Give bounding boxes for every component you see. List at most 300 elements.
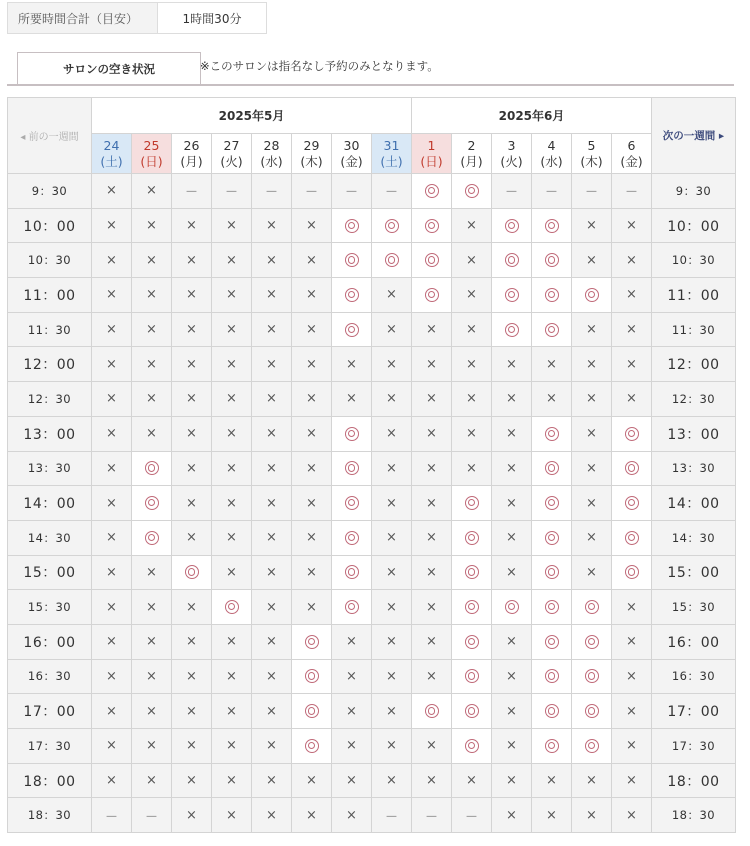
double-circle-icon bbox=[585, 739, 599, 753]
slot-available[interactable] bbox=[612, 451, 652, 486]
slot-available[interactable] bbox=[532, 312, 572, 347]
slot-unavailable: × bbox=[452, 451, 492, 486]
slot-unavailable: × bbox=[452, 208, 492, 243]
slot-available[interactable] bbox=[332, 312, 372, 347]
double-circle-icon bbox=[385, 219, 399, 233]
double-circle-icon bbox=[425, 253, 439, 267]
time-slot-row bbox=[8, 312, 736, 347]
double-circle-icon bbox=[545, 600, 559, 614]
time-slot-row bbox=[8, 659, 736, 694]
double-circle-icon bbox=[345, 288, 359, 302]
day-number: 30 bbox=[343, 137, 360, 153]
day-header bbox=[532, 134, 572, 174]
slot-unavailable: × bbox=[492, 624, 532, 659]
slot-available[interactable] bbox=[412, 243, 452, 278]
slot-closed: － bbox=[492, 174, 532, 209]
slot-unavailable: × bbox=[412, 520, 452, 555]
slot-unavailable: × bbox=[172, 520, 212, 555]
double-circle-icon bbox=[545, 219, 559, 233]
slot-unavailable: × bbox=[212, 624, 252, 659]
slot-available[interactable] bbox=[532, 624, 572, 659]
slot-unavailable: × bbox=[172, 243, 212, 278]
slot-unavailable: × bbox=[292, 798, 332, 833]
slot-unavailable: × bbox=[292, 312, 332, 347]
time-label-right: 13：00 bbox=[652, 416, 736, 451]
slot-unavailable: × bbox=[252, 208, 292, 243]
slot-unavailable: × bbox=[92, 763, 132, 798]
slot-unavailable: × bbox=[252, 416, 292, 451]
slot-available[interactable] bbox=[612, 486, 652, 521]
time-slot-row bbox=[8, 486, 736, 521]
time-slot-row bbox=[8, 555, 736, 590]
slot-unavailable: × bbox=[132, 312, 172, 347]
slot-unavailable: × bbox=[252, 555, 292, 590]
slot-unavailable: × bbox=[412, 347, 452, 382]
slot-unavailable: × bbox=[412, 382, 452, 417]
time-label-left: 10：30 bbox=[8, 243, 92, 278]
slot-unavailable: × bbox=[372, 520, 412, 555]
slot-unavailable: × bbox=[252, 382, 292, 417]
slot-unavailable: × bbox=[92, 694, 132, 729]
slot-available[interactable] bbox=[412, 174, 452, 209]
time-label-left: 12：30 bbox=[8, 382, 92, 417]
slot-available[interactable] bbox=[452, 590, 492, 625]
slot-unavailable: × bbox=[212, 382, 252, 417]
day-weekday: (金) bbox=[620, 153, 643, 169]
slot-unavailable: × bbox=[412, 729, 452, 764]
slot-available[interactable] bbox=[452, 555, 492, 590]
time-label-right: 12：00 bbox=[652, 347, 736, 382]
slot-unavailable: × bbox=[492, 694, 532, 729]
slot-available[interactable] bbox=[212, 590, 252, 625]
time-label-left: 14：30 bbox=[8, 520, 92, 555]
slot-available[interactable] bbox=[532, 416, 572, 451]
slot-closed: － bbox=[412, 798, 452, 833]
slot-available[interactable] bbox=[452, 624, 492, 659]
slot-unavailable: × bbox=[212, 208, 252, 243]
slot-available[interactable] bbox=[492, 208, 532, 243]
slot-available[interactable] bbox=[332, 278, 372, 313]
slot-unavailable: × bbox=[572, 451, 612, 486]
day-header bbox=[212, 134, 252, 174]
slot-available[interactable] bbox=[532, 590, 572, 625]
double-circle-icon bbox=[505, 323, 519, 337]
slot-unavailable: × bbox=[132, 208, 172, 243]
slot-available[interactable] bbox=[492, 278, 532, 313]
slot-available[interactable] bbox=[292, 624, 332, 659]
double-circle-icon bbox=[145, 461, 159, 475]
slot-available[interactable] bbox=[532, 729, 572, 764]
slot-unavailable: × bbox=[292, 763, 332, 798]
slot-unavailable: × bbox=[92, 416, 132, 451]
slot-unavailable: × bbox=[212, 763, 252, 798]
slot-available[interactable] bbox=[532, 243, 572, 278]
slot-unavailable: × bbox=[572, 555, 612, 590]
day-number: 1 bbox=[427, 137, 436, 153]
slot-unavailable: × bbox=[412, 486, 452, 521]
slot-unavailable: × bbox=[492, 659, 532, 694]
slot-unavailable: × bbox=[252, 486, 292, 521]
slot-unavailable: × bbox=[172, 382, 212, 417]
day-number: 2 bbox=[467, 137, 476, 153]
slot-unavailable: × bbox=[612, 694, 652, 729]
slot-unavailable: × bbox=[212, 312, 252, 347]
slot-unavailable: × bbox=[292, 520, 332, 555]
day-number: 27 bbox=[223, 137, 240, 153]
double-circle-icon bbox=[305, 635, 319, 649]
double-circle-icon bbox=[545, 635, 559, 649]
slot-available[interactable] bbox=[532, 486, 572, 521]
slot-unavailable: × bbox=[132, 416, 172, 451]
day-header bbox=[412, 134, 452, 174]
slot-available[interactable] bbox=[332, 520, 372, 555]
slot-unavailable: × bbox=[372, 590, 412, 625]
double-circle-icon bbox=[425, 704, 439, 718]
slot-unavailable: × bbox=[92, 208, 132, 243]
slot-available[interactable] bbox=[532, 278, 572, 313]
day-header bbox=[172, 134, 212, 174]
slot-unavailable: × bbox=[612, 729, 652, 764]
day-weekday: (日) bbox=[140, 153, 163, 169]
slot-unavailable: × bbox=[92, 555, 132, 590]
day-weekday: (水) bbox=[260, 153, 283, 169]
slot-unavailable: × bbox=[532, 347, 572, 382]
double-circle-icon bbox=[585, 635, 599, 649]
prev-week-link[interactable]: ◂ 前の一週間 bbox=[20, 132, 79, 143]
slot-unavailable: × bbox=[132, 278, 172, 313]
slot-available[interactable] bbox=[532, 555, 572, 590]
day-number: 25 bbox=[143, 137, 160, 153]
slot-unavailable: × bbox=[212, 694, 252, 729]
slot-closed: － bbox=[572, 174, 612, 209]
double-circle-icon bbox=[585, 600, 599, 614]
double-circle-icon bbox=[625, 496, 639, 510]
slot-unavailable: × bbox=[172, 451, 212, 486]
slot-unavailable: × bbox=[412, 763, 452, 798]
time-slot-row bbox=[8, 694, 736, 729]
double-circle-icon bbox=[545, 496, 559, 510]
slot-available[interactable] bbox=[332, 555, 372, 590]
time-label-right: 10：00 bbox=[652, 208, 736, 243]
slot-unavailable: × bbox=[212, 278, 252, 313]
slot-unavailable: × bbox=[292, 208, 332, 243]
day-header bbox=[332, 134, 372, 174]
slot-available[interactable] bbox=[532, 451, 572, 486]
double-circle-icon bbox=[385, 253, 399, 267]
time-slot-row bbox=[8, 347, 736, 382]
double-circle-icon bbox=[625, 531, 639, 545]
slot-unavailable: × bbox=[92, 729, 132, 764]
slot-available[interactable] bbox=[172, 555, 212, 590]
time-label-left: 14：00 bbox=[8, 486, 92, 521]
double-circle-icon bbox=[305, 704, 319, 718]
slot-unavailable: × bbox=[172, 347, 212, 382]
slot-unavailable: × bbox=[452, 243, 492, 278]
slot-unavailable: × bbox=[572, 382, 612, 417]
slot-unavailable: × bbox=[132, 590, 172, 625]
slot-unavailable: × bbox=[172, 659, 212, 694]
day-header bbox=[452, 134, 492, 174]
slot-unavailable: × bbox=[612, 763, 652, 798]
slot-unavailable: × bbox=[332, 659, 372, 694]
day-number: 28 bbox=[263, 137, 280, 153]
slot-available[interactable] bbox=[332, 243, 372, 278]
slot-unavailable: × bbox=[252, 624, 292, 659]
time-slot-row bbox=[8, 590, 736, 625]
slot-available[interactable] bbox=[332, 590, 372, 625]
double-circle-icon bbox=[345, 219, 359, 233]
slot-unavailable: × bbox=[292, 590, 332, 625]
time-slot-row bbox=[8, 382, 736, 417]
double-circle-icon bbox=[505, 219, 519, 233]
slot-unavailable: × bbox=[252, 694, 292, 729]
day-header bbox=[92, 134, 132, 174]
double-circle-icon bbox=[345, 461, 359, 475]
double-circle-icon bbox=[505, 600, 519, 614]
slot-unavailable: × bbox=[172, 416, 212, 451]
slot-unavailable: × bbox=[492, 798, 532, 833]
slot-unavailable: × bbox=[92, 659, 132, 694]
slot-unavailable: × bbox=[132, 659, 172, 694]
slot-available[interactable] bbox=[492, 590, 532, 625]
day-header bbox=[612, 134, 652, 174]
slot-unavailable: × bbox=[132, 174, 172, 209]
slot-available[interactable] bbox=[452, 694, 492, 729]
time-label-left: 13：00 bbox=[8, 416, 92, 451]
day-header bbox=[252, 134, 292, 174]
double-circle-icon bbox=[345, 565, 359, 579]
slot-available[interactable] bbox=[452, 486, 492, 521]
slot-unavailable: × bbox=[612, 798, 652, 833]
time-label-right: 15：00 bbox=[652, 555, 736, 590]
slot-available[interactable] bbox=[292, 694, 332, 729]
slot-available[interactable] bbox=[452, 174, 492, 209]
slot-unavailable: × bbox=[252, 763, 292, 798]
time-label-right: 13：30 bbox=[652, 451, 736, 486]
slot-unavailable: × bbox=[372, 694, 412, 729]
slot-unavailable: × bbox=[372, 763, 412, 798]
slot-unavailable: × bbox=[92, 624, 132, 659]
time-label-left: 11：30 bbox=[8, 312, 92, 347]
slot-unavailable: × bbox=[372, 486, 412, 521]
slot-unavailable: × bbox=[172, 312, 212, 347]
day-number: 5 bbox=[587, 137, 596, 153]
availability-calendar bbox=[7, 97, 736, 833]
slot-unavailable: × bbox=[172, 278, 212, 313]
time-label-left: 16：00 bbox=[8, 624, 92, 659]
slot-available[interactable] bbox=[332, 486, 372, 521]
day-weekday: (金) bbox=[340, 153, 363, 169]
day-number: 4 bbox=[547, 137, 556, 153]
slot-available[interactable] bbox=[572, 624, 612, 659]
slot-available[interactable] bbox=[492, 312, 532, 347]
time-label-left: 15：30 bbox=[8, 590, 92, 625]
slot-closed: － bbox=[252, 174, 292, 209]
slot-unavailable: × bbox=[132, 243, 172, 278]
slot-available[interactable] bbox=[372, 243, 412, 278]
slot-unavailable: × bbox=[612, 624, 652, 659]
slot-unavailable: × bbox=[172, 624, 212, 659]
slot-available[interactable] bbox=[412, 278, 452, 313]
day-number: 26 bbox=[183, 137, 200, 153]
slot-unavailable: × bbox=[492, 486, 532, 521]
slot-available[interactable] bbox=[372, 208, 412, 243]
next-week-link[interactable]: 次の一週間 ▸ bbox=[662, 130, 725, 142]
slot-available[interactable] bbox=[612, 555, 652, 590]
slot-available[interactable] bbox=[332, 416, 372, 451]
slot-unavailable: × bbox=[172, 486, 212, 521]
slot-available[interactable] bbox=[132, 486, 172, 521]
day-weekday: (月) bbox=[460, 153, 483, 169]
slot-available[interactable] bbox=[412, 694, 452, 729]
day-weekday: (水) bbox=[540, 153, 563, 169]
slot-available[interactable] bbox=[572, 729, 612, 764]
double-circle-icon bbox=[145, 531, 159, 545]
slot-unavailable: × bbox=[292, 382, 332, 417]
slot-unavailable: × bbox=[412, 624, 452, 659]
double-circle-icon bbox=[425, 184, 439, 198]
slot-closed: － bbox=[612, 174, 652, 209]
double-circle-icon bbox=[545, 531, 559, 545]
slot-unavailable: × bbox=[172, 763, 212, 798]
time-label-right: 18：00 bbox=[652, 763, 736, 798]
double-circle-icon bbox=[465, 184, 479, 198]
tab-salon-availability[interactable]: サロンの空き状況 bbox=[17, 52, 201, 84]
slot-available[interactable] bbox=[612, 416, 652, 451]
double-circle-icon bbox=[465, 531, 479, 545]
slot-available[interactable] bbox=[292, 659, 332, 694]
slot-unavailable: × bbox=[252, 729, 292, 764]
slot-unavailable: × bbox=[212, 243, 252, 278]
time-label-left: 18：30 bbox=[8, 798, 92, 833]
double-circle-icon bbox=[345, 253, 359, 267]
slot-unavailable: × bbox=[92, 451, 132, 486]
slot-unavailable: × bbox=[612, 278, 652, 313]
slot-unavailable: × bbox=[172, 798, 212, 833]
slot-available[interactable] bbox=[532, 208, 572, 243]
double-circle-icon bbox=[465, 565, 479, 579]
slot-unavailable: × bbox=[572, 520, 612, 555]
day-number: 31 bbox=[383, 137, 400, 153]
slot-unavailable: × bbox=[92, 278, 132, 313]
time-label-right: 9：30 bbox=[652, 174, 736, 209]
slot-unavailable: × bbox=[612, 312, 652, 347]
slot-available[interactable] bbox=[572, 694, 612, 729]
slot-unavailable: × bbox=[372, 659, 412, 694]
double-circle-icon bbox=[505, 288, 519, 302]
slot-available[interactable] bbox=[132, 451, 172, 486]
slot-closed: － bbox=[172, 174, 212, 209]
slot-unavailable: × bbox=[332, 694, 372, 729]
slot-unavailable: × bbox=[572, 347, 612, 382]
slot-available[interactable] bbox=[292, 729, 332, 764]
slot-available[interactable] bbox=[332, 451, 372, 486]
slot-unavailable: × bbox=[372, 555, 412, 590]
double-circle-icon bbox=[465, 496, 479, 510]
slot-unavailable: × bbox=[492, 729, 532, 764]
slot-available[interactable] bbox=[452, 659, 492, 694]
slot-unavailable: × bbox=[572, 208, 612, 243]
double-circle-icon bbox=[585, 288, 599, 302]
day-weekday: (木) bbox=[580, 153, 603, 169]
slot-available[interactable] bbox=[332, 208, 372, 243]
slot-available[interactable] bbox=[452, 520, 492, 555]
double-circle-icon bbox=[185, 565, 199, 579]
time-slot-row bbox=[8, 451, 736, 486]
slot-unavailable: × bbox=[492, 520, 532, 555]
slot-available[interactable] bbox=[572, 278, 612, 313]
slot-unavailable: × bbox=[492, 382, 532, 417]
double-circle-icon bbox=[465, 635, 479, 649]
slot-closed: － bbox=[132, 798, 172, 833]
slot-unavailable: × bbox=[252, 798, 292, 833]
slot-unavailable: × bbox=[492, 347, 532, 382]
slot-unavailable: × bbox=[292, 486, 332, 521]
slot-unavailable: × bbox=[372, 624, 412, 659]
slot-available[interactable] bbox=[532, 520, 572, 555]
slot-unavailable: × bbox=[132, 624, 172, 659]
day-weekday: (月) bbox=[180, 153, 203, 169]
slot-unavailable: × bbox=[572, 416, 612, 451]
slot-unavailable: × bbox=[172, 208, 212, 243]
time-label-left: 12：00 bbox=[8, 347, 92, 382]
time-label-right: 11：00 bbox=[652, 278, 736, 313]
slot-unavailable: × bbox=[332, 347, 372, 382]
slot-available[interactable] bbox=[572, 659, 612, 694]
slot-available[interactable] bbox=[132, 520, 172, 555]
double-circle-icon bbox=[545, 461, 559, 475]
slot-unavailable: × bbox=[292, 555, 332, 590]
slot-available[interactable] bbox=[572, 590, 612, 625]
slot-available[interactable] bbox=[532, 659, 572, 694]
duration-value: 1時間30分 bbox=[182, 11, 242, 26]
slot-closed: － bbox=[532, 174, 572, 209]
slot-unavailable: × bbox=[212, 555, 252, 590]
time-label-right: 16：30 bbox=[652, 659, 736, 694]
slot-unavailable: × bbox=[492, 555, 532, 590]
time-label-left: 17：00 bbox=[8, 694, 92, 729]
slot-closed: － bbox=[292, 174, 332, 209]
slot-unavailable: × bbox=[92, 520, 132, 555]
slot-available[interactable] bbox=[412, 208, 452, 243]
double-circle-icon bbox=[345, 496, 359, 510]
time-slot-row bbox=[8, 416, 736, 451]
time-slot-row bbox=[8, 520, 736, 555]
time-label-left: 10：00 bbox=[8, 208, 92, 243]
slot-unavailable: × bbox=[292, 243, 332, 278]
slot-unavailable: × bbox=[212, 416, 252, 451]
slot-unavailable: × bbox=[292, 278, 332, 313]
slot-unavailable: × bbox=[412, 416, 452, 451]
time-slot-row bbox=[8, 278, 736, 313]
slot-available[interactable] bbox=[532, 694, 572, 729]
slot-unavailable: × bbox=[252, 451, 292, 486]
slot-available[interactable] bbox=[492, 243, 532, 278]
slot-available[interactable] bbox=[452, 729, 492, 764]
slot-unavailable: × bbox=[532, 763, 572, 798]
slot-unavailable: × bbox=[292, 416, 332, 451]
slot-unavailable: × bbox=[452, 416, 492, 451]
slot-available[interactable] bbox=[612, 520, 652, 555]
time-slot-row bbox=[8, 243, 736, 278]
time-label-left: 13：30 bbox=[8, 451, 92, 486]
double-circle-icon bbox=[505, 253, 519, 267]
slot-closed: － bbox=[332, 174, 372, 209]
slot-unavailable: × bbox=[612, 243, 652, 278]
slot-unavailable: × bbox=[132, 694, 172, 729]
month-label: 2025年6月 bbox=[412, 98, 652, 134]
day-header-row bbox=[8, 134, 736, 174]
